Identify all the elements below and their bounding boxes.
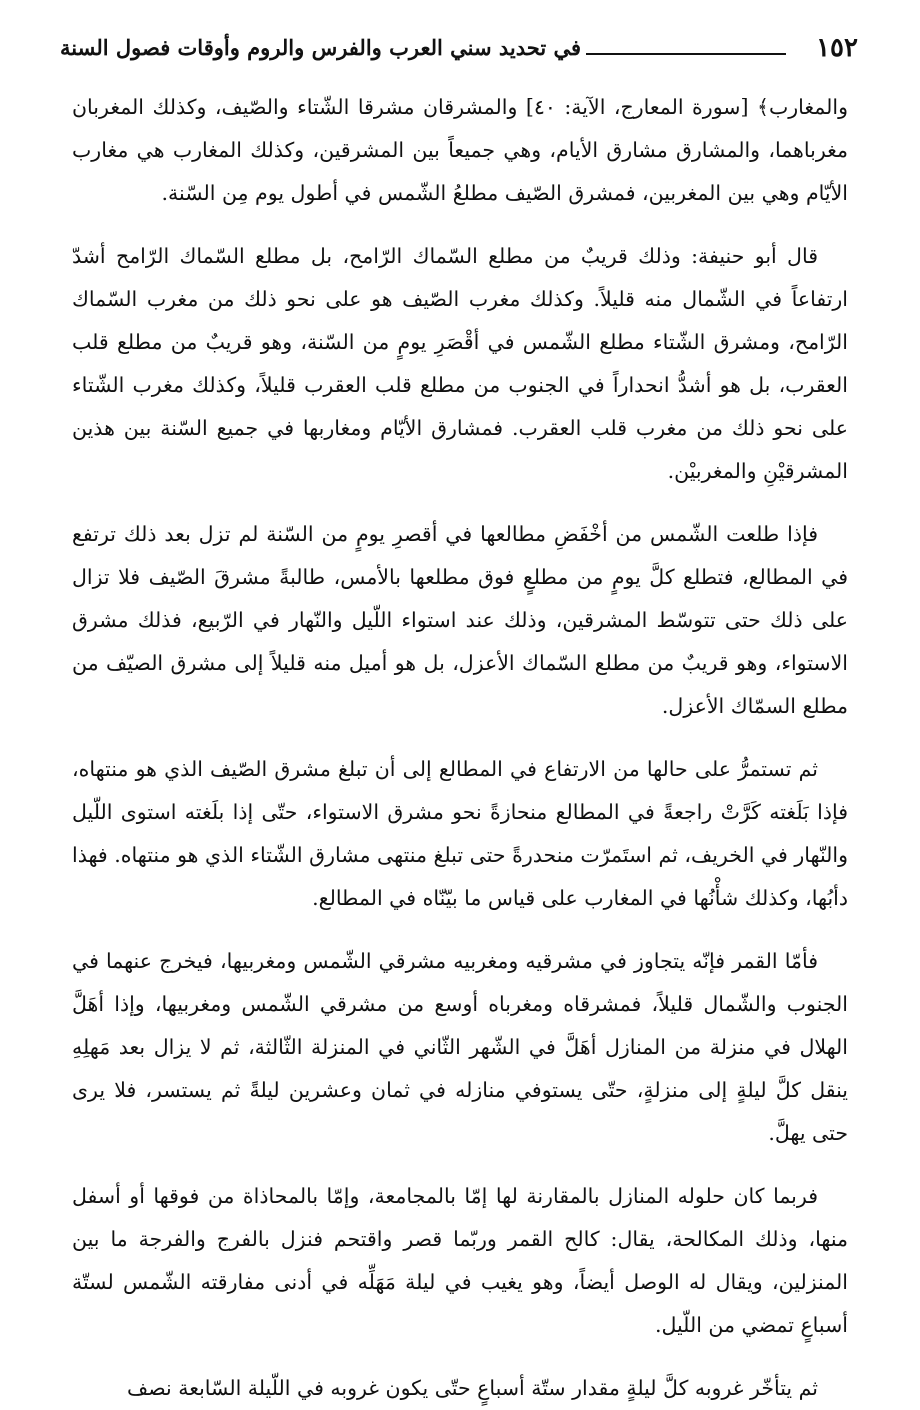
paragraph-6: فربما كان حلوله المنازل بالمقارنة لها إمّا بالمجامعة، وإمّا بالمحاذاة من فوقها أو أسفل منها، وذلك المكالحة، يقال: كالح القمر وربّما قصر واقتحم فنزل بالفرج والفرجة ما بين المنزلين، ويقال له الوصل أيضاً، وهو يغيب في ليلة مَهَلِّه في أدنى مفارقته الشّمس لستّة أسباعٍ تمضي من اللّيل. xyxy=(72,1184,848,1337)
paragraph-2: قال أبو حنيفة: وذلك قريبٌ من مطلع السّماك الرّامح، بل مطلع السّماك الرّامح أشدّ ارتفاعاً في الشّمال منه قليلاً. وكذلك مغرب الصّيف هو على نحو ذلك من مغرب السّماك الرّامح، ومشرق الشّتاء مطلع الشّمس في أقْصَرِ يومٍ من السّنة، وهو قريبٌ من مطلع قلب العقرب، بل هو أشدُّ انحداراً في الجنوب من مطلع قلب العقرب قليلاً، وكذلك مغرب الشّتاء على نحو ذلك من مغرب قلب العقرب. فمشارق الأيّام ومغاربها في جميع السّنة بين هذين المشرقيْنِ والمغربيْن. xyxy=(72,244,848,483)
page-header xyxy=(60,30,858,70)
page-body xyxy=(72,86,848,1410)
paragraph-3: فإذا طلعت الشّمس من أخْفَضِ مطالعها في أقصرِ يومٍ من السّنة لم تزل بعد ذلك ترتفع في المطالع، فتطلع كلَّ يومٍ من مطلعٍ فوق مطلعها بالأمس، طالبةً مشرقَ الصّيف فلا تزال على ذلك حتى تتوسّط المشرقين، وذلك عند استواء اللّيل والنّهار في الرّبيع، فذلك مشرق الاستواء، وهو قريبٌ من مطلع السّماك الأعزل، بل هو أميل منه قليلاً إلى مشرق الصيّف من مطلع السمّاك الأعزل. xyxy=(72,522,848,718)
paragraph-7: ثم يتأخّر غروبه كلَّ ليلةٍ مقدار ستّة أسباعٍ حتّى يكون غروبه في اللّيلة السّابعة نصف xyxy=(126,1376,818,1400)
running-title: في تحديد سني العرب والفرس والروم وأوقات فصول السنة xyxy=(60,35,582,60)
paragraph-4: ثم تستمرُّ على حالها من الارتفاع في المطالع إلى أن تبلغ مشرق الصّيف الذي هو منتهاه، فإذا بَلَغته كَرَّتْ راجعةً في المطالع منحازةً نحو مشرق الاستواء، حتّى إذا بلَغته استوى اللّيل والنّهار في الخريف، ثم استَمرّت منحدرةً حتى تبلغ منتهى مشارق الشّتاء الذي هو منتهاه. فهذا دأبُها، وكذلك شأْنُها في المغارب على قياس ما بيّنّاه في المطالع. xyxy=(72,757,848,910)
paragraph-5: فأمّا القمر فإنّه يتجاوز في مشرقيه ومغربيه مشرقي الشّمس ومغربيها، فيخرج عنهما في الجنوب والشّمال قليلاً، فمشرقاه ومغرباه أوسع من مشرقي الشّمس ومغربيها، وإذا أهَلَّ الهلال في منزلة من المنازل أهَلَّ في الشّهر الثّاني في المنزلة الثّالثة، ثم لا يزال بعد مَهلِهِ ينقل كلَّ ليلةٍ إلى منزلةٍ، حتّى يستوفي منازله في ثمان وعشرين ليلةً ثم يستسر، فلا يرى حتى يهلَّ. xyxy=(72,949,848,1145)
page-number: ١٥٢ xyxy=(816,33,858,63)
paragraph-1: والمغارب﴾ [سورة المعارج، الآية: ٤٠] والمشرقان مشرقا الشّتاء والصّيف، وكذلك المغربان مغرباهما، والمشارق مشارق الأيام، وهي جميعاً بين المشرقين، وكذلك المغارب هي مغارب الأيّام وهي بين المغربين، فمشرق الصّيف مطلعُ الشّمس في أطول يوم مِن السّنة. xyxy=(72,95,848,205)
header-rule xyxy=(586,53,786,55)
